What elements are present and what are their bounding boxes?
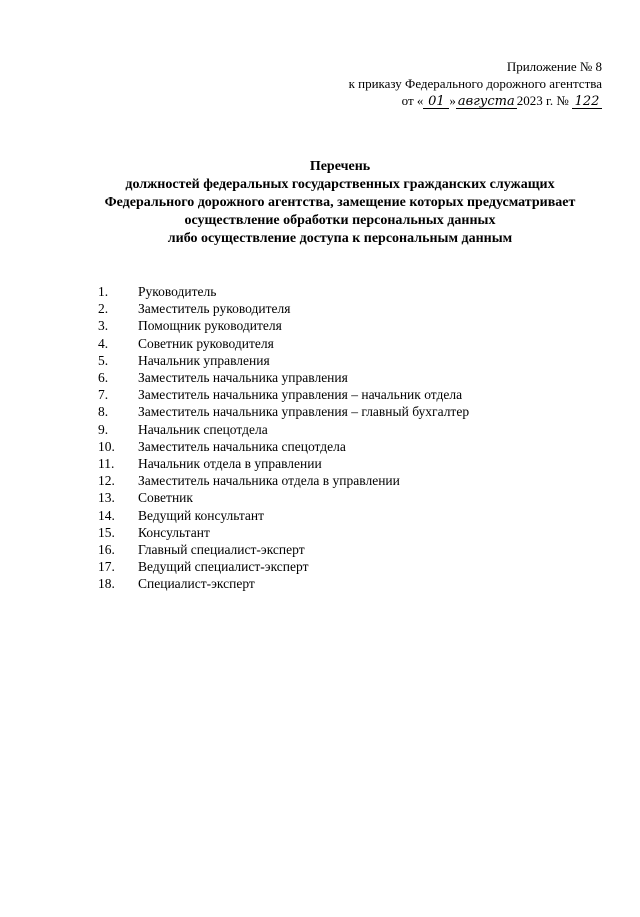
title-line-2: должностей федеральных государственных гражданских служащих	[125, 177, 555, 192]
list-item-number: 7.	[98, 387, 109, 403]
list-item	[98, 524, 469, 541]
list-item-text: Заместитель начальника управления – главный бухгалтер	[138, 404, 470, 420]
handwritten-month: августа	[457, 94, 515, 109]
list-item-text: Консультант	[138, 524, 210, 540]
date-year-suffix: 2023 г. №	[516, 93, 569, 108]
list-item	[98, 386, 469, 403]
date-mid: »	[449, 93, 456, 108]
list-item-text: Советник руководителя	[138, 335, 274, 351]
list-item-text: Ведущий специалист-эксперт	[138, 559, 309, 575]
list-item	[98, 489, 469, 506]
list-item-number: 10.	[98, 438, 115, 454]
list-item-text: Начальник управления	[138, 352, 270, 368]
list-item	[98, 283, 469, 300]
list-item-text: Заместитель начальника управления	[138, 370, 348, 386]
list-item-text: Начальник спецотдела	[138, 421, 268, 437]
list-item-number: 14.	[98, 507, 115, 523]
list-item-number: 12.	[98, 473, 115, 489]
handwritten-order-number: 122	[572, 93, 602, 110]
positions-list	[98, 283, 469, 593]
list-item-text: Заместитель руководителя	[138, 301, 291, 317]
title-line-5: либо осуществление доступа к персональным данным	[167, 231, 513, 246]
list-item-number: 15.	[98, 524, 115, 540]
appendix-number: Приложение № 8	[506, 59, 602, 74]
list-item	[98, 352, 469, 369]
list-item-number: 6.	[98, 370, 109, 386]
list-item-text: Ведущий консультант	[138, 507, 265, 523]
title-line-3: Федерального дорожного агентства, замещение которых предусматривает	[104, 195, 576, 210]
list-item-text: Руководитель	[138, 284, 217, 299]
list-item	[98, 507, 469, 524]
date-prefix: от «	[401, 93, 424, 108]
list-item-text: Специалист-эксперт	[138, 576, 255, 592]
list-item	[98, 421, 469, 438]
list-item-text: Советник	[138, 490, 193, 506]
appendix-header	[302, 58, 602, 110]
list-item-number: 1.	[98, 284, 109, 299]
title-line-4: осуществление обработки персональных данных	[184, 213, 496, 228]
list-item	[98, 317, 469, 334]
list-item	[98, 335, 469, 352]
list-item-text: Заместитель начальника спецотдела	[138, 438, 346, 454]
list-item	[98, 438, 469, 455]
list-item-number: 4.	[98, 335, 109, 351]
list-item	[98, 403, 469, 420]
list-item-number: 11.	[98, 456, 115, 472]
list-item-number: 17.	[98, 559, 115, 575]
list-item-number: 18.	[98, 576, 115, 592]
handwritten-day: 01	[423, 93, 449, 110]
title-heading: Перечень	[309, 159, 371, 174]
list-item-number: 13.	[98, 490, 115, 506]
document-title	[40, 158, 640, 248]
list-item-text: Заместитель начальника управления – начальник отдела	[138, 387, 463, 403]
list-item-text: Начальник отдела в управлении	[138, 456, 322, 472]
list-item-text: Заместитель начальника отдела в управлении	[138, 473, 400, 489]
appendix-order-reference: к приказу Федерального дорожного агентства	[348, 76, 602, 91]
list-item	[98, 369, 469, 386]
appendix-order-date	[302, 92, 602, 110]
list-item	[98, 558, 469, 575]
list-item-number: 2.	[98, 301, 109, 317]
list-item	[98, 541, 469, 558]
list-item	[98, 455, 469, 472]
list-item-number: 3.	[98, 318, 109, 334]
list-item-number: 9.	[98, 421, 109, 437]
list-item-number: 5.	[98, 352, 109, 368]
list-item-text: Главный специалист-эксперт	[138, 542, 305, 558]
list-item-number: 16.	[98, 542, 115, 558]
list-item-text: Помощник руководителя	[138, 318, 282, 334]
list-item	[98, 300, 469, 317]
list-item-number: 8.	[98, 404, 109, 420]
list-item	[98, 472, 469, 489]
list-item	[98, 575, 469, 592]
